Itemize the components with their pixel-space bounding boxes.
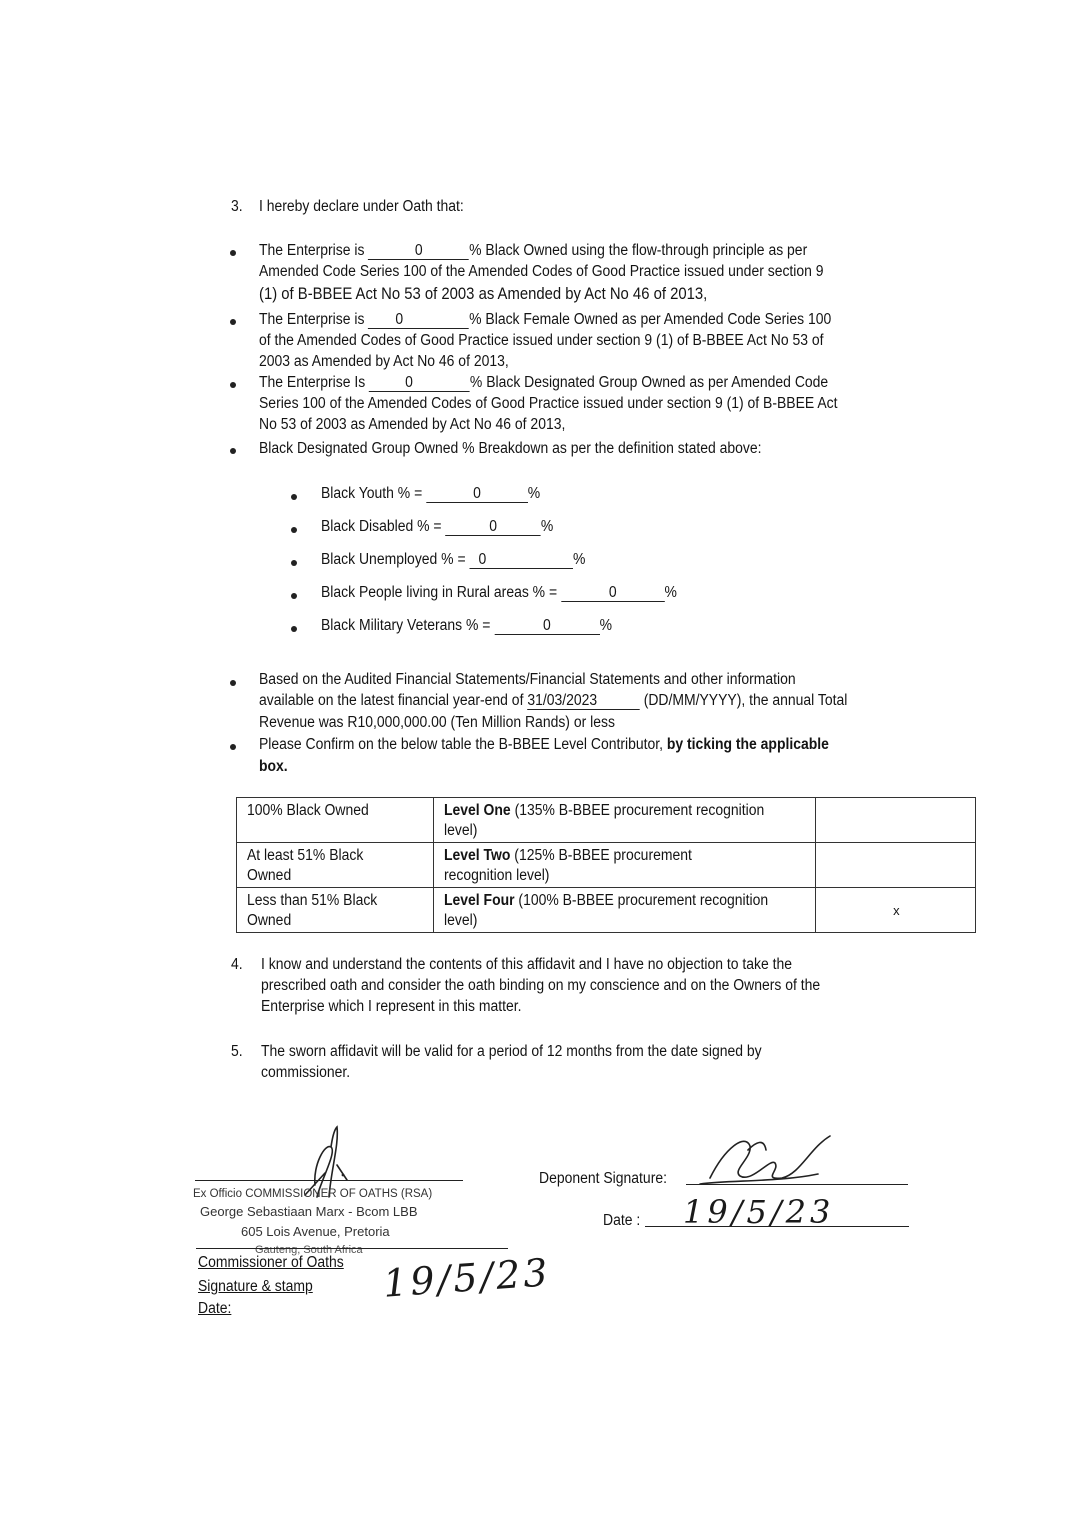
breakdown-unemployed: Black Unemployed % = 0 % <box>321 551 586 568</box>
commissioner-handwritten-date: 19/5/23 <box>381 1250 552 1306</box>
tick-box[interactable] <box>815 843 975 888</box>
section-5-line1: The sworn affidavit will be valid for a period of 12 months from the date signed by <box>261 1043 762 1060</box>
level-cell: Level One (135% B-BBEE procurement recognition level) <box>434 798 816 843</box>
stamp-line1: Ex Officio COMMISSIONER OF OATHS (RSA) <box>193 1188 433 1200</box>
section-4-line2: prescribed oath and consider the oath binding on my conscience and on the Owners of the <box>261 977 821 994</box>
bullet-marker <box>230 448 236 454</box>
ownership-cell: Less than 51% Black Owned <box>237 888 434 933</box>
section-4-line1: I know and understand the contents of this affidavit and I have no objection to take the <box>261 956 792 973</box>
bullet-marker <box>230 319 236 325</box>
section-5-line2: commissioner. <box>261 1064 351 1081</box>
signature-stamp-label: Signature & stamp <box>198 1278 313 1295</box>
stamp-line4: Gauteng, South Africa <box>255 1244 363 1256</box>
bullet-designated-group-owned-line2: Series 100 of the Amended Codes of Good Practice issued under section 9 (1) of B-BBEE Act <box>259 395 838 412</box>
section-3-heading: I hereby declare under Oath that: <box>259 198 464 215</box>
ownership-cell: 100% Black Owned <box>237 798 434 843</box>
financial-line3: Revenue was R10,000,000.00 (Ten Million Rands) or less <box>259 714 615 731</box>
section-4-number: 4. <box>231 956 243 973</box>
bullet-designated-group-owned-line3: No 53 of 2003 as Amended by Act No 46 of 2013, <box>259 416 566 433</box>
bullet-marker <box>230 680 236 686</box>
stamp-line2: George Sebastiaan Marx - Bcom LBB <box>200 1204 418 1219</box>
sub-bullet-marker <box>291 527 297 533</box>
bullet-black-female-owned-line3: 2003 as Amended by Act No 46 of 2013, <box>259 353 509 370</box>
commissioner-date-label: Date: <box>198 1300 232 1317</box>
level-cell: Level Two (125% B-BBEE procurement recognition level) <box>434 843 816 888</box>
breakdown-rural: Black People living in Rural areas % = 0 % <box>321 584 677 601</box>
section-4-line3: Enterprise which I represent in this matter. <box>261 998 522 1015</box>
tick-box[interactable]: x <box>815 888 975 933</box>
black-female-owned-value: 0 <box>368 311 469 329</box>
commissioner-label: Commissioner of Oaths <box>198 1254 344 1271</box>
level-cell: Level Four (100% B-BBEE procurement recognition level) <box>434 888 816 933</box>
deponent-signature-label: Deponent Signature: <box>539 1170 667 1187</box>
breakdown-youth: Black Youth % = 0 % <box>321 485 541 502</box>
stamp-line3: 605 Lois Avenue, Pretoria <box>241 1224 390 1239</box>
disabled-value: 0 <box>445 518 540 536</box>
bullet-marker <box>230 744 236 750</box>
financial-line2: available on the latest financial year-end of 31/03/2023 (DD/MM/YYYY), the annual Total <box>259 692 848 709</box>
unemployed-value: 0 <box>470 551 574 569</box>
sub-bullet-marker <box>291 593 297 599</box>
bullet-black-female-owned: The Enterprise is 0 % Black Female Owned as per Amended Code Series 100 <box>259 311 832 328</box>
table-row <box>237 798 976 843</box>
bullet-marker <box>230 250 236 256</box>
confirm-line2: box. <box>259 758 288 775</box>
bullet-black-female-owned-line2: of the Amended Codes of Good Practice issued under section 9 (1) of B-BBEE Act No 53 of <box>259 332 824 349</box>
ownership-cell: At least 51% Black Owned <box>237 843 434 888</box>
designated-group-owned-value: 0 <box>369 374 470 392</box>
sub-bullet-marker <box>291 494 297 500</box>
commissioner-rule <box>196 1248 508 1249</box>
breakdown-military: Black Military Veterans % = 0 % <box>321 617 613 634</box>
bbbee-level-table <box>236 797 976 933</box>
bullet-black-owned-line2: Amended Code Series 100 of the Amended Codes of Good Practice issued under section 9 <box>259 263 824 280</box>
financial-year-end-date: 31/03/2023 <box>527 692 640 710</box>
bullet-breakdown-heading: Black Designated Group Owned % Breakdown as per the definition stated above: <box>259 440 762 457</box>
deponent-signature <box>690 1128 835 1203</box>
military-value: 0 <box>494 617 599 635</box>
breakdown-disabled: Black Disabled % = 0 % <box>321 518 554 535</box>
section-5-number: 5. <box>231 1043 243 1060</box>
sub-bullet-marker <box>291 626 297 632</box>
bullet-marker <box>230 382 236 388</box>
financial-line1: Based on the Audited Financial Statements/Financial Statements and other information <box>259 671 796 688</box>
bullet-designated-group-owned: The Enterprise Is 0 % Black Designated Group Owned as per Amended Code <box>259 374 829 391</box>
rural-value: 0 <box>561 584 665 602</box>
deponent-date-label: Date : <box>603 1212 641 1229</box>
confirm-line1: Please Confirm on the below table the B-BBEE Level Contributor, by ticking the applicable <box>259 736 829 753</box>
table-row <box>237 843 976 888</box>
section-3-number: 3. <box>231 198 243 215</box>
black-owned-value: 0 <box>368 242 469 260</box>
bullet-black-owned-line3: (1) of B-BBEE Act No 53 of 2003 as Amended by Act No 46 of 2013, <box>259 285 708 303</box>
bullet-black-owned: The Enterprise is 0 % Black Owned using the flow-through principle as per <box>259 242 808 259</box>
table-row <box>237 888 976 933</box>
youth-value: 0 <box>426 485 528 503</box>
tick-box[interactable] <box>815 798 975 843</box>
deponent-handwritten-date: 19/5/23 <box>683 1193 835 1231</box>
sub-bullet-marker <box>291 560 297 566</box>
